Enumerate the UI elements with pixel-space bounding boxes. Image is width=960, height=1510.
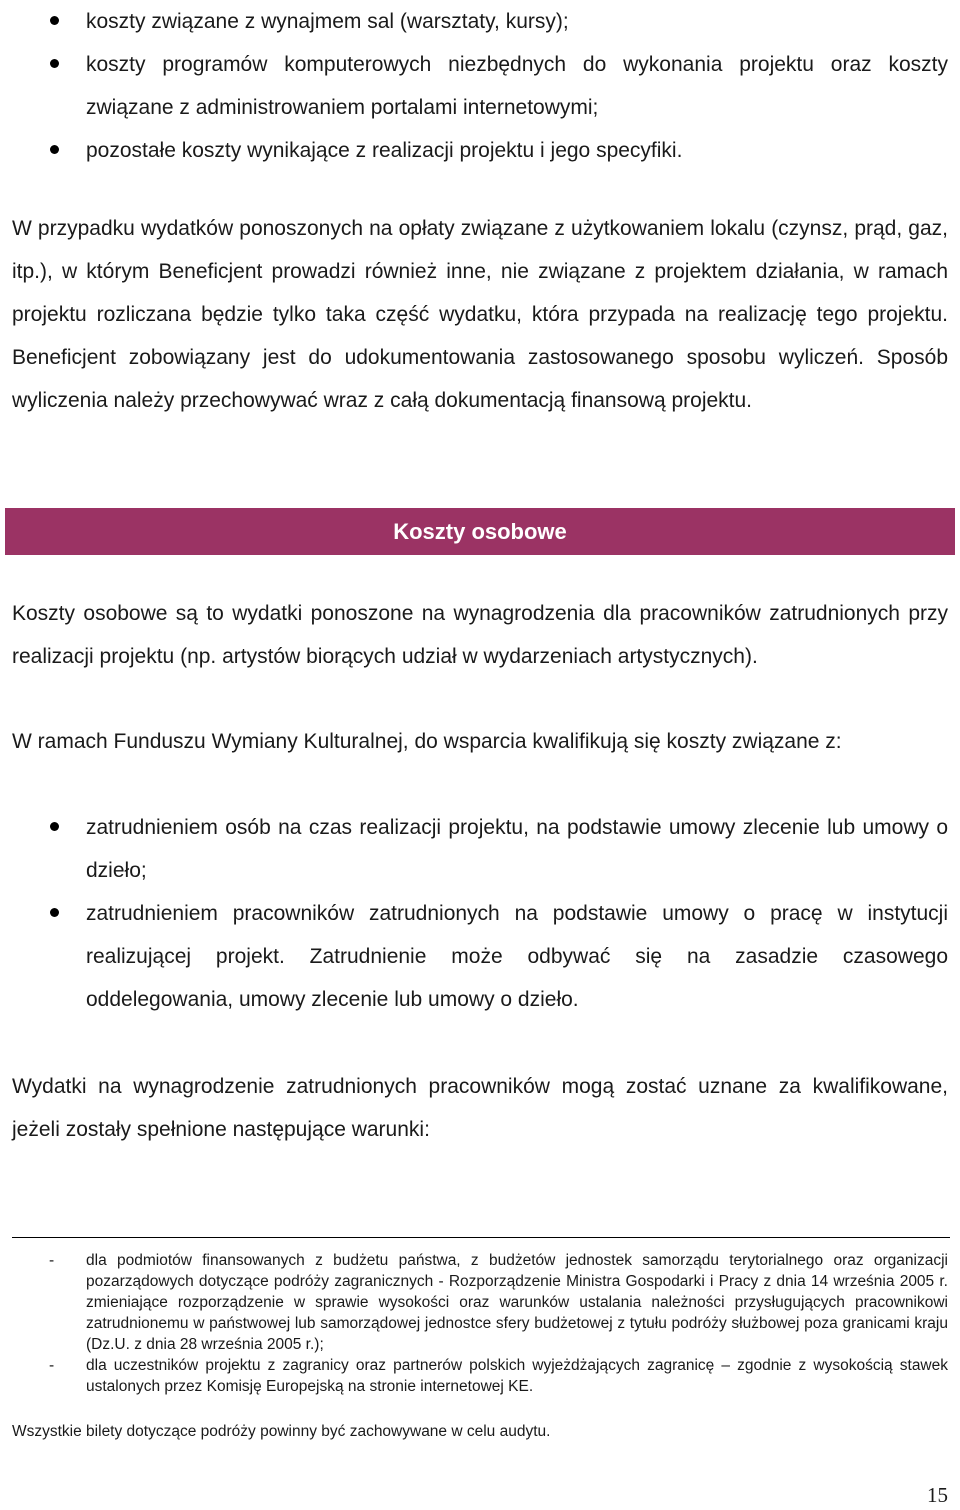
footnote-item <box>0 1250 960 1355</box>
bullet-list-employment <box>0 806 960 1021</box>
paragraph-wydatki: Wydatki na wynagrodzenie zatrudnionych pracowników mogą zostać uznane za kwalifikowane, jeżeli zostały spełnione następujące warunki: <box>12 1075 948 1141</box>
list-item <box>0 129 960 172</box>
footnote-dash: - <box>49 1252 55 1269</box>
footnotes <box>0 1250 960 1397</box>
page-number: 15 <box>927 1483 948 1507</box>
footnote-item <box>0 1355 960 1397</box>
section-header <box>5 508 955 555</box>
footnote-note: Wszystkie bilety dotyczące podróży powinny być zachowywane w celu audytu. <box>12 1423 551 1440</box>
footnote-dash: - <box>49 1357 55 1374</box>
paragraph-lokal: W przypadku wydatków ponoszonych na opłaty związane z użytkowaniem lokalu (czynsz, prąd, gaz, itp.), w którym Beneficjent prowadzi również inne, nie związane z projektem działania, w ramach projektu rozliczana będzie tylko taka część wydatku, która przypada na realizację tego projektu. Beneficjent zobowiązany jest do udokumentowania zastosowanego sposobu wyliczeń. Sposób wyliczenia należy przechowywać wraz z całą dokumentacją finansową projektu. <box>12 217 948 412</box>
list-item <box>0 806 960 892</box>
list-item <box>0 43 960 129</box>
paragraph-osobowe: Koszty osobowe są to wydatki ponoszone na wynagrodzenia dla pracowników zatrudnionych przy realizacji projektu (np. artystów biorących udział w wydarzeniach artystycznych). <box>12 602 948 668</box>
list-item-text: zatrudnieniem osób na czas realizacji projektu, na podstawie umowy zlecenie lub umowy o dzieło; <box>86 816 948 882</box>
list-item-text: koszty programów komputerowych niezbędnych do wykonania projektu oraz koszty związane z administrowaniem portalami internetowymi; <box>86 53 948 119</box>
footnote-text: dla podmiotów finansowanych z budżetu państwa, z budżetów jednostek samorządu terytorialnego oraz organizacji pozarządowych dotyczące podróży zagranicznych - Rozporządzenie Ministra Gospodarki i Pracy z dnia 14 września 2005 r. zmieniające rozporządzenie w sprawie wysokości oraz warunków ustalania należności przysługujących pracownikowi zatrudnionemu w państwowej lub samorządowej jednostce sfery budżetowej z tytułu podróży służbowej poza granicami kraju (Dz.U. z dnia 28 września 2005 r.); <box>86 1252 948 1353</box>
footnote-text: dla uczestników projektu z zagranicy oraz partnerów polskich wyjeżdżających zagranicę – zgodnie z wysokością stawek ustalonych przez Komisję Europejską na stronie internetowej KE. <box>86 1357 948 1395</box>
list-item <box>0 892 960 1021</box>
list-item-text: zatrudnieniem pracowników zatrudnionych na podstawie umowy o pracę w instytucji realizującej projekt. Zatrudnienie może odbywać się na zasadzie czasowego oddelegowania, umowy zlecenie lub umowy o dzieło. <box>86 902 948 1011</box>
bullet-icon <box>50 908 59 917</box>
bullet-icon <box>50 822 59 831</box>
list-item-text: koszty związane z wynajmem sal (warsztaty, kursy); <box>86 10 569 33</box>
bullet-list-costs <box>0 0 960 172</box>
section-title: Koszty osobowe <box>393 518 567 544</box>
paragraph-fundusz: W ramach Funduszu Wymiany Kulturalnej, do wsparcia kwalifikują się koszty związane z: <box>12 730 842 753</box>
bullet-icon <box>50 145 59 154</box>
list-item <box>0 0 960 43</box>
list-item-text: pozostałe koszty wynikające z realizacji projektu i jego specyfiki. <box>86 139 683 162</box>
bullet-icon <box>50 59 59 68</box>
bullet-icon <box>50 16 59 25</box>
footnote-divider <box>12 1237 950 1238</box>
